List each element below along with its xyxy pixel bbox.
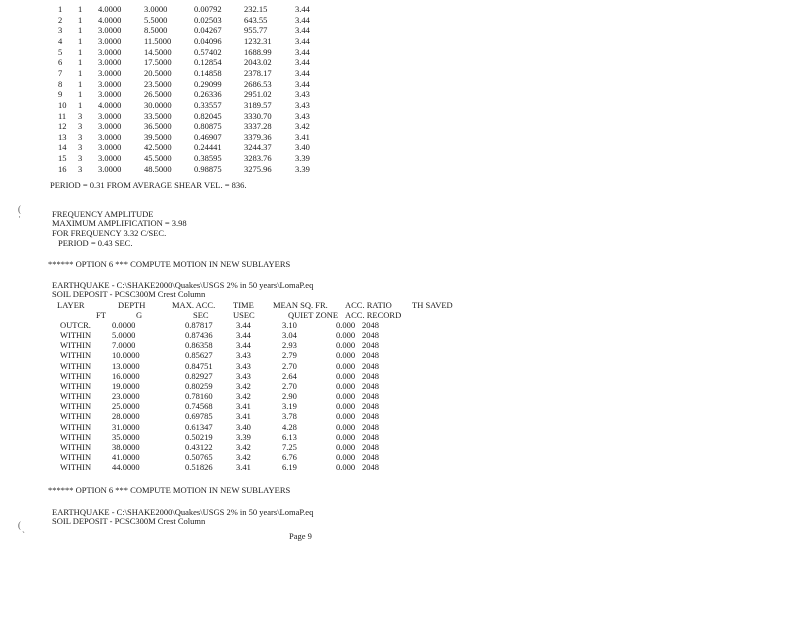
- table-cell: 25.0000: [112, 401, 140, 412]
- table-cell: 35.0000: [112, 431, 140, 442]
- col-header-quiet: QUIET ZONE: [288, 310, 339, 320]
- table-cell: 0.000: [336, 421, 356, 432]
- table-cell: 2.64: [282, 370, 297, 381]
- table-cell: 2048: [362, 391, 379, 402]
- table-cell: 45.5000: [144, 153, 172, 164]
- table-cell: 0.80259: [185, 380, 213, 391]
- table-cell: 0.61347: [185, 421, 213, 432]
- table-cell: 0.000: [336, 451, 356, 462]
- table-cell: 2048: [362, 401, 379, 412]
- table-cell: 3.44: [295, 67, 310, 78]
- table-cell: 3.0000: [98, 110, 122, 121]
- table-cell: 0.50219: [185, 431, 213, 442]
- table-cell: 44.0000: [112, 462, 140, 473]
- table-cell: WITHIN: [60, 451, 92, 462]
- col-header-saved: TH SAVED: [412, 300, 453, 310]
- table-cell: 31.0000: [112, 421, 140, 432]
- table-cell: 0.57402: [194, 46, 222, 57]
- table-cell: 2048: [362, 431, 379, 442]
- table-cell: 3: [78, 163, 83, 174]
- table-cell: 3: [78, 110, 83, 121]
- table-cell: 3337.28: [244, 121, 272, 132]
- table-cell: WITHIN: [60, 350, 92, 361]
- table-cell: 2048: [362, 350, 379, 361]
- table-cell: 3.40: [295, 142, 310, 153]
- table-cell: 1: [78, 35, 83, 46]
- table-cell: 3.39: [295, 163, 310, 174]
- table-cell: 4.0000: [98, 14, 122, 25]
- table-cell: 5.5000: [144, 14, 168, 25]
- table-cell: WITHIN: [60, 340, 92, 351]
- table-cell: 3275.96: [244, 163, 272, 174]
- table-cell: 48.5000: [144, 163, 172, 174]
- table-cell: 0.000: [336, 431, 356, 442]
- table-cell: 1: [78, 67, 83, 78]
- table-cell: WITHIN: [60, 421, 92, 432]
- table-cell: 0.14858: [194, 67, 222, 78]
- table-cell: 3.39: [295, 153, 310, 164]
- scan-margin-mark: (: [18, 520, 21, 530]
- table-cell: 0.000: [336, 401, 356, 412]
- table-cell: OUTCR.: [60, 320, 91, 330]
- table-cell: 3.44: [295, 25, 310, 36]
- table-cell: 2048: [362, 360, 379, 371]
- table-cell: 3.0000: [98, 163, 122, 174]
- table-cell: 2048: [362, 451, 379, 462]
- table-cell: 0.000: [336, 330, 356, 341]
- soil-deposit-repeat: SOIL DEPOSIT - PCSC300M Crest Column: [52, 516, 206, 526]
- table-cell: 0.00792: [194, 4, 222, 14]
- table-cell: 2.79: [282, 350, 297, 361]
- table-cell: 0.000: [336, 411, 356, 422]
- table-cell: 1: [78, 57, 83, 68]
- col-header-g: G: [136, 310, 143, 320]
- table-cell: 3.41: [295, 131, 310, 142]
- table-cell: 3.41: [236, 411, 251, 422]
- table-cell: 0.000: [336, 441, 356, 452]
- table-cell: 2048: [362, 370, 379, 381]
- table-cell: 6: [58, 57, 63, 68]
- table-cell: 2048: [362, 462, 379, 473]
- table-cell: 2: [58, 14, 63, 25]
- col-header-record: ACC. RECORD: [345, 310, 402, 320]
- table-cell: 2048: [362, 320, 379, 330]
- table-cell: WITHIN: [60, 401, 92, 412]
- table-cell: 1: [78, 25, 83, 36]
- table-cell: 0.82045: [194, 110, 222, 121]
- table-cell: 0.33557: [194, 99, 222, 110]
- table-cell: 3.10: [282, 320, 297, 330]
- table-cell: 0.000: [336, 360, 356, 371]
- table-cell: 1: [78, 99, 83, 110]
- table-cell: 4.28: [282, 421, 297, 432]
- col-header-sec: SEC: [193, 310, 209, 320]
- table-cell: 0.000: [336, 370, 356, 381]
- table-cell: 0.29099: [194, 78, 222, 89]
- table-cell: 3: [58, 25, 63, 36]
- table-cell: 2048: [362, 340, 379, 351]
- table-cell: 0.78160: [185, 391, 213, 402]
- table-cell: WITHIN: [60, 391, 92, 402]
- option6-heading-repeat: ****** OPTION 6 *** COMPUTE MOTION IN NEW SUBLAYERS: [48, 485, 291, 495]
- table-cell: 3.43: [236, 360, 251, 371]
- table-cell: WITHIN: [60, 411, 92, 422]
- table-cell: 1232.31: [244, 35, 272, 46]
- table-cell: 0.69785: [185, 411, 213, 422]
- table-cell: 0.000: [336, 350, 356, 361]
- col-header-usec: USEC: [233, 310, 255, 320]
- table-cell: 36.5000: [144, 121, 172, 132]
- scan-margin-mark: ·: [18, 212, 21, 222]
- table-cell: 3.19: [282, 401, 297, 412]
- table-cell: 4.0000: [98, 4, 122, 14]
- table-cell: 0.51826: [185, 462, 213, 473]
- table-cell: 1: [78, 14, 83, 25]
- table-cell: 16: [58, 163, 67, 174]
- table-cell: WITHIN: [60, 431, 92, 442]
- table-cell: 9: [58, 89, 63, 100]
- table-cell: 23.5000: [144, 78, 172, 89]
- table-cell: 2.70: [282, 380, 297, 391]
- table-cell: 7.0000: [112, 340, 136, 351]
- table-cell: 0.82927: [185, 370, 213, 381]
- table-cell: 3.43: [236, 370, 251, 381]
- table-cell: 3.43: [295, 99, 310, 110]
- col-header-mean: MEAN SQ. FR.: [273, 300, 328, 310]
- table-cell: 0.38595: [194, 153, 222, 164]
- table-cell: 2378.17: [244, 67, 272, 78]
- table-cell: 6.19: [282, 462, 297, 473]
- table-cell: 14.5000: [144, 46, 172, 57]
- scan-margin-mark: (: [18, 204, 21, 214]
- table-cell: 0.000: [336, 391, 356, 402]
- table-cell: 0.24441: [194, 142, 222, 153]
- table-cell: 0.85627: [185, 350, 213, 361]
- table-cell: 232.15: [244, 4, 268, 14]
- col-header-depth: DEPTH: [118, 300, 146, 310]
- table-cell: 10.0000: [112, 350, 140, 361]
- table-cell: 1: [78, 78, 83, 89]
- table-cell: 3.0000: [98, 142, 122, 153]
- table-cell: WITHIN: [60, 462, 92, 473]
- table-cell: 3: [78, 153, 83, 164]
- table-cell: 2.93: [282, 340, 297, 351]
- table-cell: 11: [58, 110, 67, 121]
- table-cell: 6.13: [282, 431, 297, 442]
- table-cell: 5: [58, 46, 63, 57]
- table-cell: 0.87436: [185, 330, 213, 341]
- table-cell: 3.41: [236, 462, 251, 473]
- table-cell: 3.0000: [98, 67, 122, 78]
- table-cell: 0.04096: [194, 35, 222, 46]
- table-cell: 2048: [362, 441, 379, 452]
- table-cell: 4.0000: [98, 99, 122, 110]
- table-cell: 2.90: [282, 391, 297, 402]
- table-cell: 41.0000: [112, 451, 140, 462]
- table-cell: 3.0000: [98, 57, 122, 68]
- table-cell: 0.000: [336, 380, 356, 391]
- table-cell: 0.000: [336, 320, 356, 330]
- soil-deposit: SOIL DEPOSIT - PCSC300M Crest Column: [52, 289, 206, 299]
- table-cell: 5.0000: [112, 330, 136, 341]
- table-cell: 1: [78, 89, 83, 100]
- table-cell: 955.77: [244, 25, 268, 36]
- table-cell: 2951.02: [244, 89, 272, 100]
- table-cell: 3.42: [295, 121, 310, 132]
- table-cell: 0.86358: [185, 340, 213, 351]
- table-cell: 0.43122: [185, 441, 213, 452]
- table-cell: 0.98875: [194, 163, 222, 174]
- max-amplification: MAXIMUM AMPLIFICATION = 3.98: [52, 218, 187, 228]
- table-cell: 3.0000: [144, 4, 168, 14]
- table-cell: 0.46907: [194, 131, 222, 142]
- table-cell: 3.44: [295, 14, 310, 25]
- table-cell: 3189.57: [244, 99, 272, 110]
- table-cell: 3: [78, 131, 83, 142]
- table-cell: 0.50765: [185, 451, 213, 462]
- table-cell: 3.42: [236, 391, 251, 402]
- table-cell: 3.0000: [98, 78, 122, 89]
- period-line: PERIOD = 0.31 FROM AVERAGE SHEAR VEL. = 836.: [50, 180, 247, 190]
- table-cell: 0.26336: [194, 89, 222, 100]
- table-cell: 3244.37: [244, 142, 272, 153]
- table-cell: 8: [58, 78, 63, 89]
- col-header-maxacc: MAX. ACC.: [172, 300, 216, 310]
- table-cell: 4: [58, 35, 63, 46]
- table-cell: 8.5000: [144, 25, 168, 36]
- table-cell: 3: [78, 121, 83, 132]
- table-cell: 1: [58, 4, 63, 14]
- table-cell: 0.87817: [185, 320, 213, 330]
- table-cell: 23.0000: [112, 391, 140, 402]
- table-cell: 0.04267: [194, 25, 222, 36]
- table-cell: 3.42: [236, 441, 251, 452]
- earthquake-file-repeat: EARTHQUAKE - C:\SHAKE2000\Quakes\USGS 2% in 50 years\LomaP.eq: [52, 507, 314, 517]
- table-cell: 2048: [362, 330, 379, 341]
- table-cell: WITHIN: [60, 380, 92, 391]
- table-cell: 1688.99: [244, 46, 272, 57]
- scan-margin-mark: `: [22, 530, 25, 540]
- table-cell: WITHIN: [60, 330, 92, 341]
- table-cell: 3.44: [236, 340, 251, 351]
- col-header-layer: LAYER: [57, 300, 85, 310]
- col-header-ratio: ACC. RATIO: [345, 300, 392, 310]
- table-cell: 3.42: [236, 451, 251, 462]
- table-cell: 0.0000: [112, 320, 136, 330]
- table-cell: 0.000: [336, 340, 356, 351]
- table-cell: 3.0000: [98, 121, 122, 132]
- table-cell: 30.0000: [144, 99, 172, 110]
- table-cell: 3.78: [282, 411, 297, 422]
- table-cell: 3.40: [236, 421, 251, 432]
- table-cell: 3379.36: [244, 131, 272, 142]
- table-cell: 3.0000: [98, 131, 122, 142]
- table-cell: 12: [58, 121, 67, 132]
- table-cell: 6.76: [282, 451, 297, 462]
- page-number: Page 9: [289, 531, 312, 541]
- table-cell: 3.44: [295, 78, 310, 89]
- table-cell: 17.5000: [144, 57, 172, 68]
- table-cell: 1: [78, 4, 83, 14]
- table-cell: 0.000: [336, 462, 356, 473]
- table-cell: WITHIN: [60, 370, 92, 381]
- table-cell: 3283.76: [244, 153, 272, 164]
- period-value: PERIOD = 0.43 SEC.: [58, 238, 133, 248]
- table-cell: 3.0000: [98, 25, 122, 36]
- table-cell: 11.5000: [144, 35, 172, 46]
- table-cell: 20.5000: [144, 67, 172, 78]
- freq-header: FREQUENCY AMPLITUDE: [52, 209, 154, 219]
- table-cell: 38.0000: [112, 441, 140, 452]
- table-cell: 3.39: [236, 431, 251, 442]
- table-cell: 7: [58, 67, 63, 78]
- table-cell: 26.5000: [144, 89, 172, 100]
- table-cell: 33.5000: [144, 110, 172, 121]
- table-cell: 3.0000: [98, 35, 122, 46]
- table-cell: 3.43: [236, 350, 251, 361]
- table-cell: 3: [78, 142, 83, 153]
- table-cell: 2686.53: [244, 78, 272, 89]
- table-cell: 16.0000: [112, 370, 140, 381]
- table-cell: 13.0000: [112, 360, 140, 371]
- table-cell: 0.02503: [194, 14, 222, 25]
- table-cell: 39.5000: [144, 131, 172, 142]
- table-cell: 3.43: [295, 110, 310, 121]
- table-cell: 3.0000: [98, 46, 122, 57]
- table-cell: 2048: [362, 421, 379, 432]
- table-cell: 2048: [362, 380, 379, 391]
- table-cell: 3.44: [295, 57, 310, 68]
- table-cell: 2.70: [282, 360, 297, 371]
- table-cell: 3.44: [236, 320, 251, 330]
- table-cell: 3.42: [236, 380, 251, 391]
- table-cell: 0.74568: [185, 401, 213, 412]
- option6-heading: ****** OPTION 6 *** COMPUTE MOTION IN NEW SUBLAYERS: [48, 259, 291, 269]
- table-cell: 7.25: [282, 441, 297, 452]
- table-cell: WITHIN: [60, 360, 92, 371]
- table-cell: 3.44: [295, 4, 310, 14]
- table-cell: 42.5000: [144, 142, 172, 153]
- col-header-ft: FT: [96, 310, 106, 320]
- table-cell: 15: [58, 153, 67, 164]
- table-cell: 0.84751: [185, 360, 213, 371]
- table-cell: 3330.70: [244, 110, 272, 121]
- table-cell: 0.12854: [194, 57, 222, 68]
- table-cell: 1: [78, 46, 83, 57]
- table-cell: 0.80875: [194, 121, 222, 132]
- table-cell: 3.0000: [98, 89, 122, 100]
- table-cell: 3.0000: [98, 153, 122, 164]
- table-cell: 10: [58, 99, 67, 110]
- table-cell: 14: [58, 142, 67, 153]
- table-cell: 3.44: [295, 35, 310, 46]
- table-cell: 2048: [362, 411, 379, 422]
- earthquake-file: EARTHQUAKE - C:\SHAKE2000\Quakes\USGS 2% in 50 years\LomaP.eq: [52, 280, 314, 290]
- table-cell: 3.44: [295, 46, 310, 57]
- table-cell: 643.55: [244, 14, 268, 25]
- table-cell: 19.0000: [112, 380, 140, 391]
- table-cell: 28.0000: [112, 411, 140, 422]
- for-frequency: FOR FREQUENCY 3.32 C/SEC.: [52, 228, 167, 238]
- col-header-time: TIME: [233, 300, 254, 310]
- table-cell: WITHIN: [60, 441, 92, 452]
- table-cell: 3.04: [282, 330, 297, 341]
- table-cell: 2043.02: [244, 57, 272, 68]
- table-cell: 13: [58, 131, 67, 142]
- table-cell: 3.43: [295, 89, 310, 100]
- table-cell: 3.44: [236, 330, 251, 341]
- table-cell: 3.41: [236, 401, 251, 412]
